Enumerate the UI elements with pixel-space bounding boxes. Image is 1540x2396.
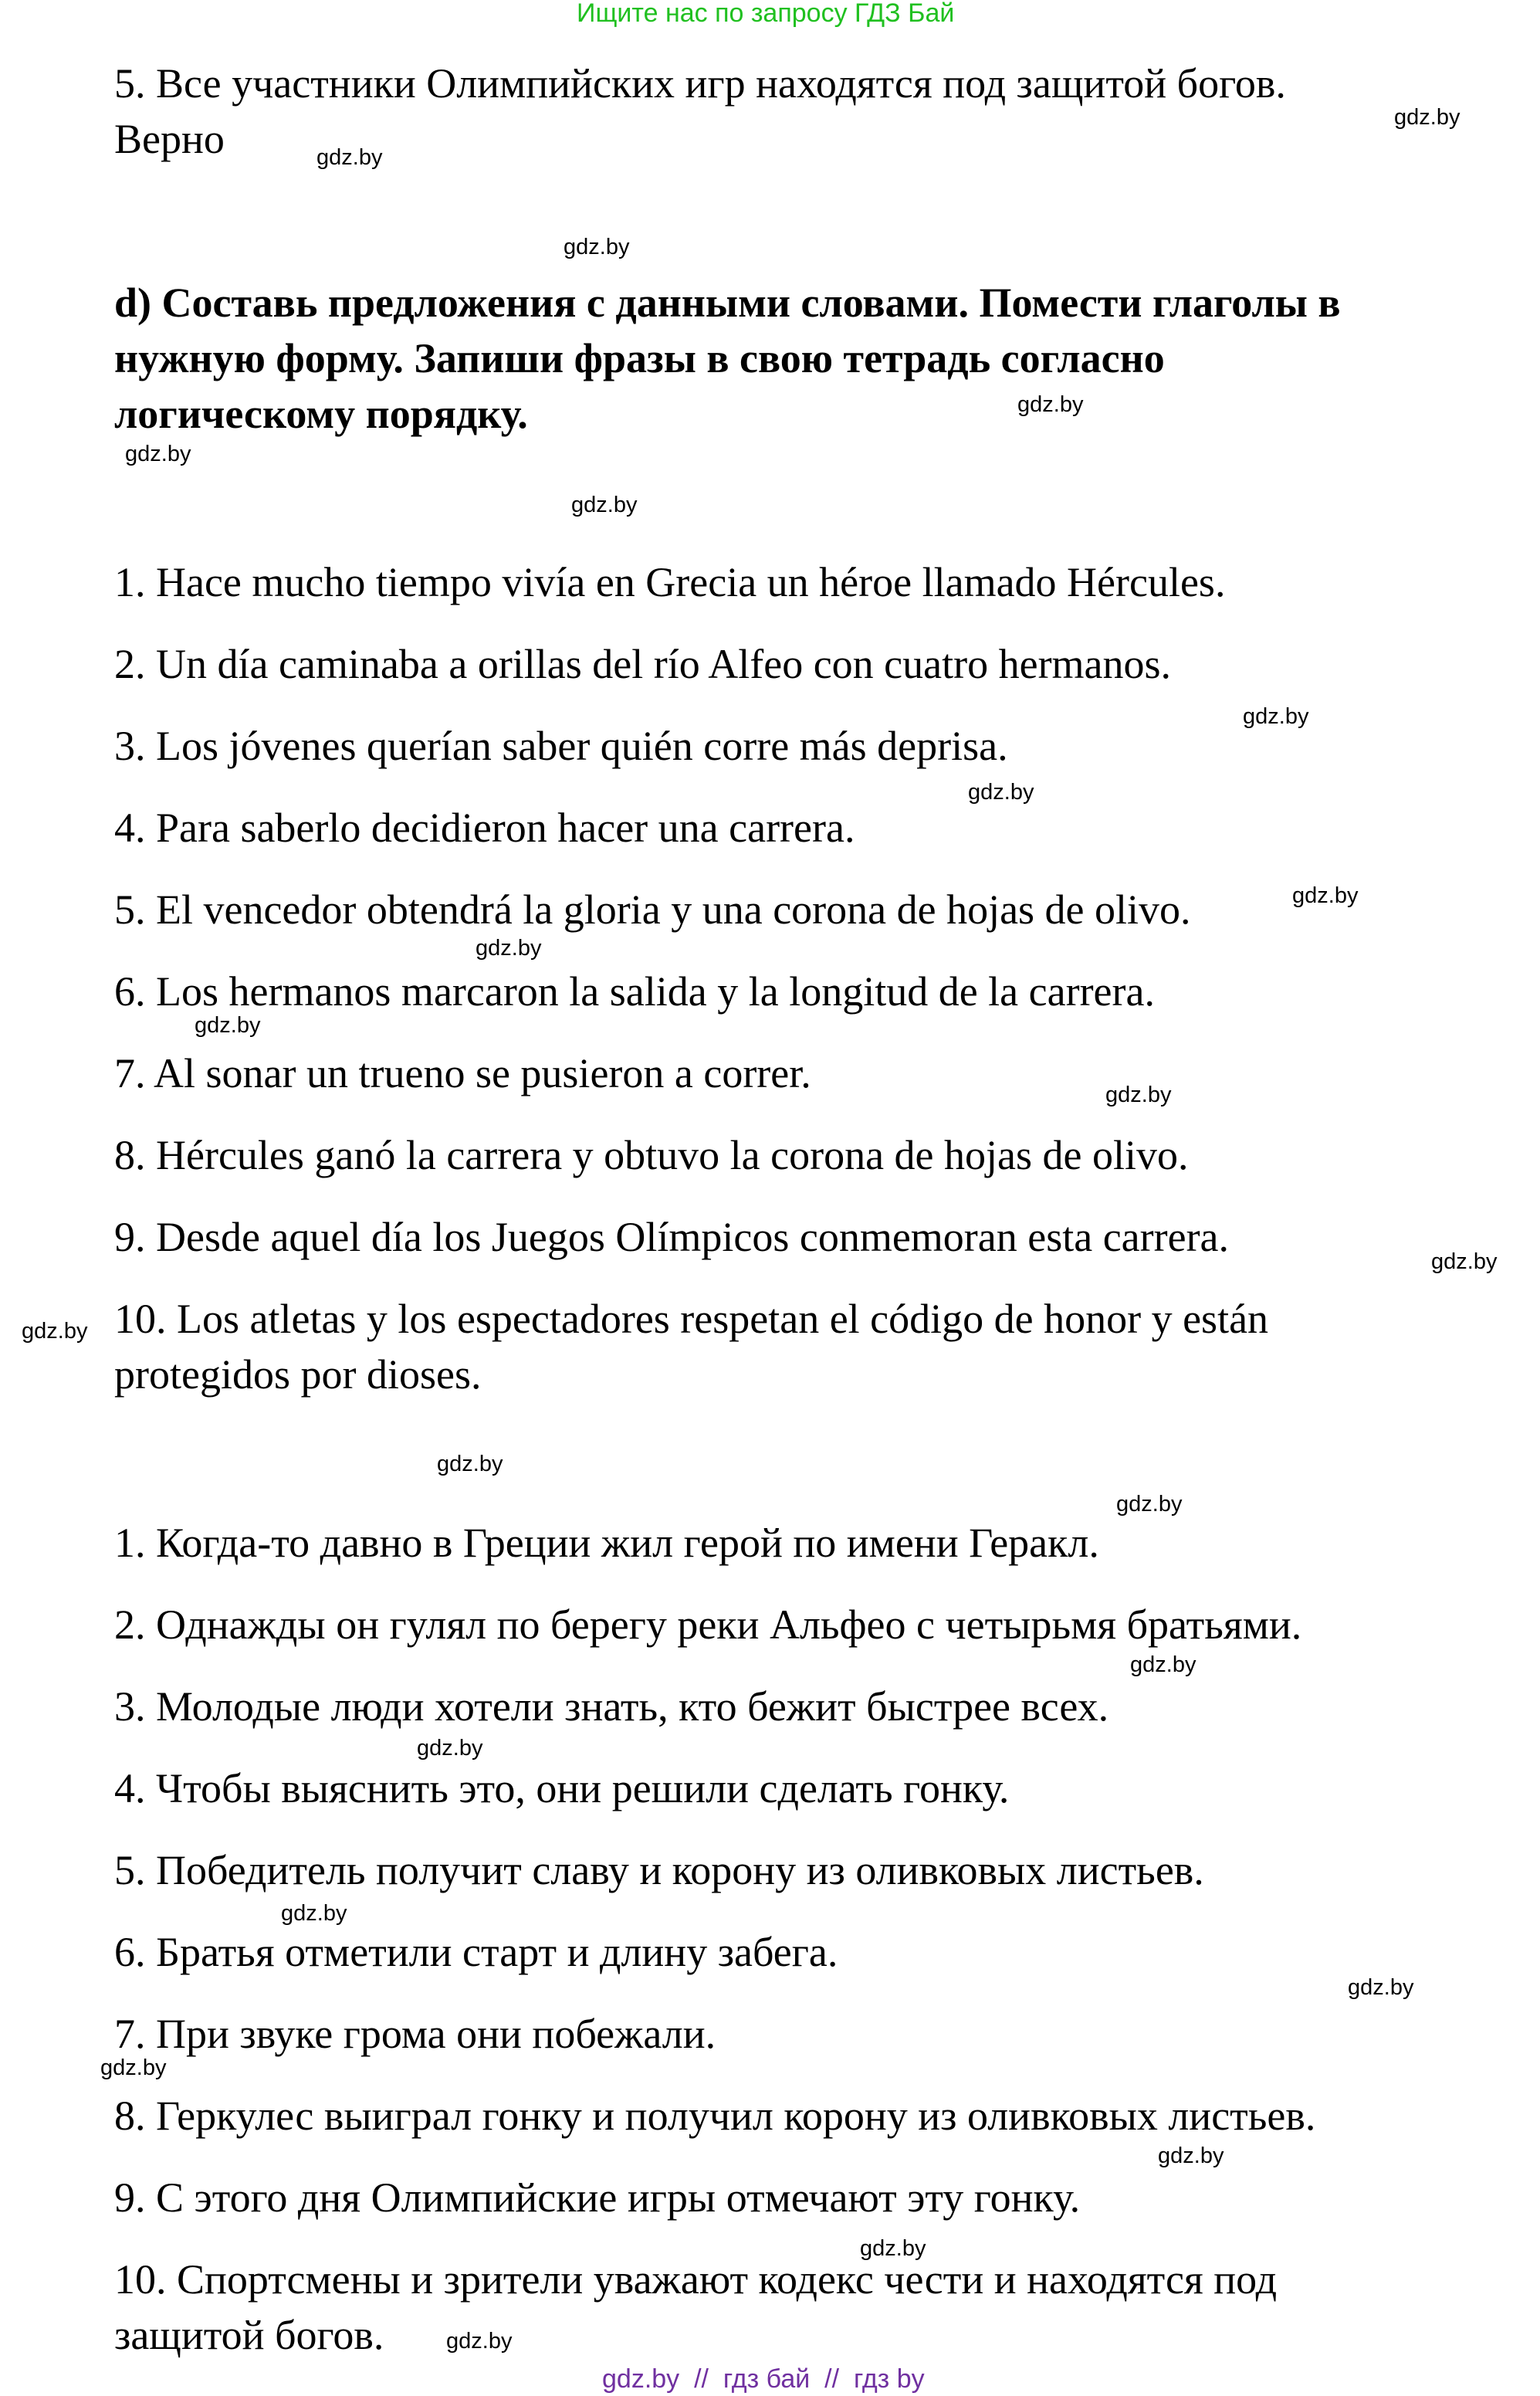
spanish-sentence-10-cont: protegidos por dioses. [114,1351,482,1398]
watermark: gdz.by [125,442,191,466]
russian-sentence-4: 4. Чтобы выяснить это, они решили сделать гонку. [114,1765,1010,1811]
watermark: gdz.by [1105,1083,1172,1107]
footer-link-gdz-by-cyr[interactable]: гдз by [853,2364,925,2394]
watermark: gdz.by [564,235,630,259]
watermark: gdz.by [1116,1492,1183,1517]
spanish-sentence-9: 9. Desde aquel día los Juegos Olímpicos conmemoran esta carrera. [114,1214,1230,1260]
watermark: gdz.by [571,493,638,517]
russian-sentence-10: 10. Спортсмены и зрители уважают кодекс чести и находятся под [114,2256,1278,2303]
watermark: gdz.by [1017,392,1084,417]
russian-sentence-5: 5. Победитель получит славу и корону из оливковых листьев. [114,1847,1204,1893]
watermark: gdz.by [446,2329,513,2354]
watermark: gdz.by [22,1319,88,1344]
footer-links [602,2364,925,2394]
russian-sentence-3: 3. Молодые люди хотели знать, кто бежит быстрее всех. [114,1683,1109,1730]
russian-sentence-6: 6. Братья отметили старт и длину забега. [114,1929,838,1975]
statement-5-line1: 5. Все участники Олимпийских игр находятся под защитой богов. [114,60,1286,107]
footer-link-gdz-bay[interactable]: гдз бай [723,2364,811,2394]
watermark: gdz.by [1292,883,1359,908]
russian-sentence-10-cont: защитой богов. [114,2312,384,2358]
task-d-line1: d) Составь предложения с данными словами. Помести глаголы в [114,280,1341,326]
watermark: gdz.by [100,2055,167,2080]
spanish-sentence-4: 4. Para saberlo decidieron hacer una carrera. [114,805,855,851]
footer-separator: // [694,2364,709,2394]
russian-sentence-8: 8. Геркулес выиграл гонку и получил корону из оливковых листьев. [114,2093,1316,2139]
russian-sentence-2: 2. Однажды он гулял по берегу реки Альфео с четырьмя братьями. [114,1601,1302,1648]
watermark: gdz.by [1130,1652,1196,1677]
spanish-sentence-3: 3. Los jóvenes querían saber quién corre más deprisa. [114,723,1008,769]
watermark: gdz.by [195,1013,261,1038]
watermark: gdz.by [476,936,542,961]
top-banner[interactable]: Ищите нас по запросу ГДЗ Бай [577,0,955,28]
spanish-sentence-5: 5. El vencedor obtendrá la gloria y una corona de hojas de olivo. [114,886,1191,933]
watermark: gdz.by [1243,704,1309,729]
spanish-sentence-1: 1. Hace mucho tiempo vivía en Grecia un héroe llamado Hércules. [114,559,1226,605]
spanish-sentence-8: 8. Hércules ganó la carrera y obtuvo la corona de hojas de olivo. [114,1132,1189,1178]
task-d-line2: нужную форму. Запиши фразы в свою тетрадь согласно [114,335,1165,381]
task-d-line3: логическому порядку. [114,391,528,437]
watermark: gdz.by [1431,1249,1498,1274]
watermark: gdz.by [1394,105,1460,130]
statement-5-answer: Верно [114,116,225,162]
watermark: gdz.by [860,2236,926,2261]
footer-separator: // [824,2364,840,2394]
spanish-sentence-2: 2. Un día caminaba a orillas del río Alfeo con cuatro hermanos. [114,641,1172,687]
watermark: gdz.by [281,1901,347,1926]
watermark: gdz.by [417,1736,483,1761]
spanish-sentence-6: 6. Los hermanos marcaron la salida y la longitud de la carrera. [114,968,1155,1015]
spanish-sentence-7: 7. Al sonar un trueno se pusieron a correr. [114,1050,811,1096]
watermark: gdz.by [316,145,383,170]
watermark: gdz.by [437,1452,503,1476]
russian-sentence-1: 1. Когда-то давно в Греции жил герой по имени Геракл. [114,1520,1099,1566]
russian-sentence-7: 7. При звуке грома они побежали. [114,2011,716,2057]
footer-link-gdz-by[interactable]: gdz.by [602,2364,680,2394]
watermark: gdz.by [968,780,1034,805]
watermark: gdz.by [1348,1975,1414,2000]
russian-sentence-9: 9. С этого дня Олимпийские игры отмечают эту гонку. [114,2174,1081,2221]
watermark: gdz.by [1158,2144,1224,2168]
spanish-sentence-10: 10. Los atletas y los espectadores respetan el código de honor y están [114,1296,1269,1342]
